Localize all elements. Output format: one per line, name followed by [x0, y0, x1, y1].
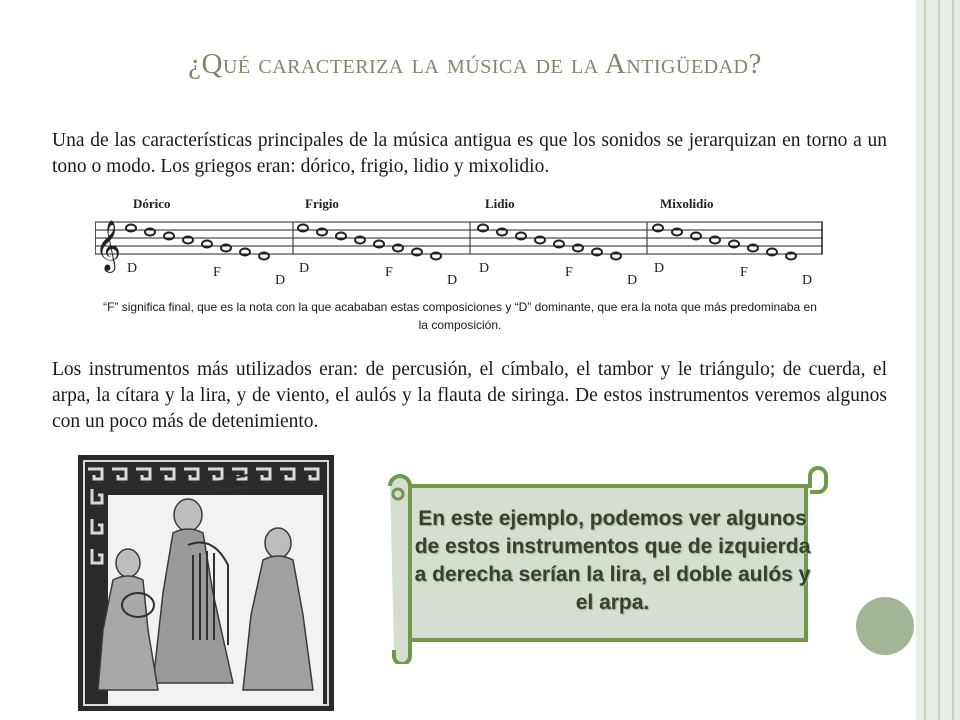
- mode-name: Mixolidio: [660, 196, 714, 211]
- frame-line: [952, 0, 954, 720]
- dominant-label: D: [447, 273, 458, 287]
- instruments-paragraph: Los instrumentos más utilizados eran: de percusión, el címbalo, el tambor y le triángulo; de cuerda, el arpa, la cítara y la lira, y de viento, el aulós y la flauta de siringa. De estos instrumentos veremos algunos con un poco más de detenimiento.: [52, 359, 887, 432]
- intro-paragraph: Una de las características principales de la música antigua es que los sonidos se jerarquizan en torno a un tono o modo. Los griegos eran: dórico, frigio, lidio y mixolidio.: [52, 130, 887, 177]
- mode-name: Frigio: [305, 196, 339, 211]
- music-staff: [95, 192, 825, 287]
- dominant-label: D: [627, 273, 638, 287]
- greek-vase-image: [78, 455, 334, 711]
- f-label: F: [213, 265, 221, 280]
- final-label: D: [479, 261, 490, 276]
- decorative-circle: [856, 597, 914, 655]
- treble-clef: 𝄞: [95, 220, 122, 271]
- staff-figure: [95, 192, 825, 287]
- f-label: F: [565, 265, 573, 280]
- frame-line: [938, 0, 940, 720]
- scroll-text: En este ejemplo, podemos ver algunos de estos instrumentos que de izquierda a derecha serían la lira, el doble aulós y el arpa.: [414, 507, 811, 614]
- right-frame: [916, 0, 960, 720]
- final-label: D: [654, 261, 665, 276]
- dominant-label: D: [275, 273, 286, 287]
- frame-line: [924, 0, 926, 720]
- mode-name: Lidio: [485, 196, 515, 211]
- vase-illustration: [78, 455, 334, 711]
- dominant-label: D: [802, 273, 813, 287]
- page-title: ¿Qué caracteriza la música de la Antigüedad?: [188, 48, 762, 80]
- final-label: D: [299, 261, 310, 276]
- f-label: F: [740, 265, 748, 280]
- f-label: F: [385, 265, 393, 280]
- mode-name: Dórico: [133, 196, 171, 211]
- final-label: D: [127, 261, 138, 276]
- staff-caption: “F” significa final, que es la nota con la que acababan estas composiciones y “D” dominante, que era la nota que más predominaba en la composición.: [103, 300, 817, 332]
